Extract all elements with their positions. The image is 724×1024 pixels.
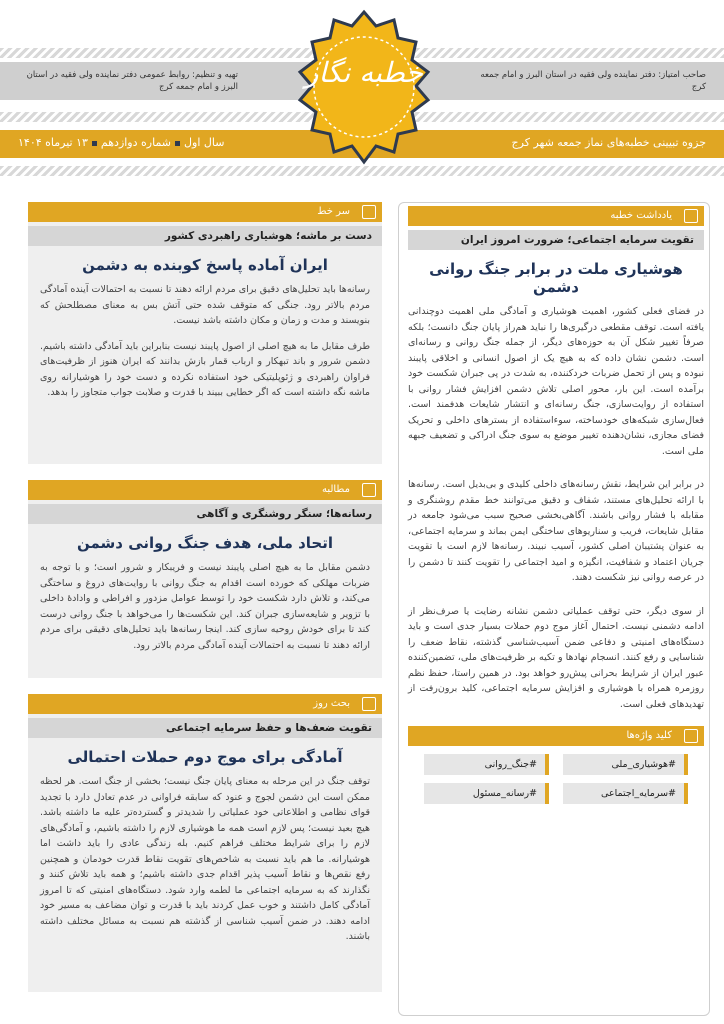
publisher-info: صاحب امتیاز: دفتر نماینده ولی فقیه در استان البرز و امام جمعه کرج: [480, 70, 706, 92]
keyword-tag[interactable]: #جنگ_روانی: [424, 754, 549, 775]
separator-dot: [92, 141, 97, 146]
paragraph: از سوی دیگر، حتی توقف عملیاتی دشمن نشانه رضایت یا صرف‌نظر از ادامه دشمنی نیست. احتمال آغاز موج دوم حملات بسیار جدی است و باید دستگاه‌های امنیتی و دفاعی ضمن آسیب‌شناسی گذشته، نقاط ضعف را شناسایی و رفع کنند. انسجام نهادها و تکیه بر ظرفیت‌های ملی، تضمین‌کننده عبور ایران از شرایط بحرانی پیش‌رو خواهد بود. در همین راستا، حفظ نظم روزمره همراه با هوشیاری و افزایش سرمایه اجتماعی، کلید برون‌رفت از تهدیدهای فعلی است.: [408, 605, 704, 710]
paragraph: طرف مقابل ما به هیچ اصلی از اصول پایبند نیست بنابراین باید آمادگی داشته باشیم. دشمن شرور و باند تبهکار و ارباب قمار بازش بدانند که ایران هنوز از ظرفیت‌های فراوان راهبردی و ژئوپلیتیکی خود استفاده نکرده و دست خود را هوشیارانه روی ماشه نگه داشته است که اگر خطایی ببیند با قدرت و صلابت جواب متجاوز را بدهد.: [40, 340, 370, 398]
logo-text: خطبه نگار: [305, 56, 423, 89]
keyword-tag[interactable]: #هوشیاری_ملی: [563, 754, 688, 775]
paragraph: دشمن مقابل ما به هیچ اصلی پایبند نیست و فریبکار و شرور است؛ و با توجه به ضربات مهلکی که خورده است اقدام به جنگ روانی با روایت‌های دروغ و ساختگی می‌کند، و تلاش دارد شکست خود را توسط عوامل مزدور و افراطی و وادادۀ داخلی با تزویر و شایعه‌سازی جبران کند. این شکست‌ها را می‌خواهد با جنگ روانی درست کند تا برای خودش روحیه سازی کند. اینجا رسانه‌ها باید تحلیل‌های دقیقی برای مردم ارائه دهند تا نسبت به احتمالات آینده آمادگی مردم بالاتر رود.: [40, 562, 370, 651]
section-label: بحث روز: [28, 694, 382, 714]
section-kicker: رسانه‌ها؛ سنگر روشنگری و آگاهی: [28, 504, 382, 524]
paragraph: توقف جنگ در این مرحله به معنای پایان جنگ نیست؛ بخشی از جنگ است. هر لحظه ممکن است این دشمن لجوج و عنود که سابقه فراوانی در عدم تعادل دارد با تجدید قوای نظامی و اطلاعاتی خود عملیاتی را شدیدتر و گسترده‌تر علیه ما داشته باشد. هیچ بعید نیست؛ پس لازم است همه ما هوشیاری لازم را داشته باشیم، و آمادگی‌های لازم را برای شرایط مختلف فراهم کنیم. بله زندگی عادی را باید داشت اما هوشیارانه. ما هم باید نسبت به شاخص‌های تقویت نقاط قدرت خودمان و همچنین رفع نقص‌ها و نقاط آسیب پذیر اقدام جدی داشته باشیم؛ و همه باید تلاش کنند و نگذارند که به سرمایه اجتماعی ما لطمه وارد شود. دستگاه‌های امنیتی که تا امروز آمادگی کامل داشتند و خوب عمل کردند باید با قدرت و توان مضاعف به مسیر خود ادامه دهند. در ضمن آسیب شناسی از گذشته هم نسبت به مسائل مختلف داشته باشند.: [40, 776, 370, 942]
keywords-list: [408, 746, 704, 812]
section-label-editorial: یادداشت خطبه: [408, 206, 704, 226]
section-body: [28, 560, 382, 653]
section-demand: [28, 480, 382, 678]
section-headline-title: اتحاد ملی، هدف جنگ روانی دشمن: [76, 534, 333, 552]
headline-icon: [362, 205, 376, 219]
paragraph: در فضای فعلی کشور، اهمیت هوشیاری و آمادگی ملی اهمیت دوچندانی یافته است. توقف مقطعی درگیری‌ها را نباید هم‌راز پایان جنگ دانست؛ بلکه صرفاً تغییر شکل آن به حوزه‌های دیگر، از جمله جنگ روانی و رسانه‌ای است. دشمن نشان داده که به هیچ یک از اصول انسانی و اخلاقی پایبند نبوده و پس از تحمل ضربات خردکننده، به شدت در پی جبران شکست خود برآمده است. این بار، محور اصلی تلاش دشمن افزایش فشار روانی با استفاده از روایت‌سازی، جنگ رسانه‌ای و انتشار شایعات هدفمند است. فعال‌سازی شبکه‌های خودساخته، سوءاستفاده از بسترهای داخلی و تحریک فضای مجازی، نشان‌دهنده تغییر موضع به سوی جنگ ادراکی و تضعیف جبهه ملی است.: [408, 306, 704, 457]
issue-number: شماره دوازدهم: [100, 136, 172, 149]
megaphone-icon: [362, 483, 376, 497]
editor-info: تهیه و تنظیم: روابط عمومی دفتر نماینده ولی فقیه در استان البرز و امام جمعه کرج: [26, 70, 238, 92]
section-kicker: تقویت ضعف‌ها و حفظ سرمایه اجتماعی: [28, 718, 382, 738]
section-headline: [28, 202, 382, 464]
section-daily-topic: [28, 694, 382, 992]
masthead: [0, 0, 724, 190]
section-body: [28, 774, 382, 945]
paragraph: در برابر این شرایط، نقش رسانه‌های داخلی کلیدی و بی‌بدیل است. رسانه‌ها با ارائه تحلیل‌های مستند، شفاف و دقیق می‌توانند خط مقدم روشنگری و مقابله با فشار روانی باشند. آگاهی‌بخشی صحیح سبب می‌شود جامعه در مقابل شایعات، فریب و سناریوهای ساختگی ایمن بماند و سرمایه اجتماعی، به عنوان پشتیبان اصلی کشور، آسیب نبیند. رسانه‌ها لازم است با تقویت جریان اعتماد و شفافیت، انگیزه و امید اجتماعی را تقویت کنند تا دشمن را در عرصه روانی نیز شکست دهند.: [408, 479, 704, 583]
paragraph: رسانه‌ها باید تحلیل‌های دقیق برای مردم ارائه دهند تا نسبت به احتمالات آینده آمادگی مردم بالاتر رود. جنگی که متوقف شده حتی آتش بس به معنای مصطلحش که بنویسند و مدت و زمان و مکان داشته باشد نیست.: [40, 284, 370, 326]
editorial-headline: هوشیاری ملت در برابر جنگ روانی دشمن: [429, 260, 683, 296]
document-icon: [684, 209, 698, 223]
section-body: [28, 282, 382, 401]
logo: [292, 8, 436, 168]
issue-info: [18, 136, 224, 149]
editorial-kicker: تقویت سرمایه اجتماعی؛ ضرورت امروز ایران: [408, 230, 704, 250]
separator-dot: [175, 141, 180, 146]
editorial-body: [408, 304, 704, 712]
right-column: [408, 206, 704, 812]
section-kicker: دست بر ماشه؛ هوشیاری راهبردی کشور: [28, 226, 382, 246]
issue-date: ۱۳ تیرماه ۱۴۰۴: [18, 136, 88, 149]
masthead-subtitle: جزوه تبیینی خطبه‌های نماز جمعه شهر کرج: [511, 136, 706, 149]
section-headline-title: آمادگی برای موج دوم حملات احتمالی: [67, 748, 343, 766]
section-label: سر خط: [28, 202, 382, 222]
issue-year: سال اول: [184, 136, 225, 149]
keyword-tag[interactable]: #سرمایه_اجتماعی: [563, 783, 688, 804]
section-headline-title: ایران آماده پاسخ کوبنده به دشمن: [82, 256, 328, 274]
chat-icon: [362, 697, 376, 711]
keywords-label: کلید واژه‌ها: [408, 726, 704, 746]
section-label: مطالبه: [28, 480, 382, 500]
keyword-tag[interactable]: #رسانه_مسئول: [424, 783, 549, 804]
document-icon: [684, 729, 698, 743]
